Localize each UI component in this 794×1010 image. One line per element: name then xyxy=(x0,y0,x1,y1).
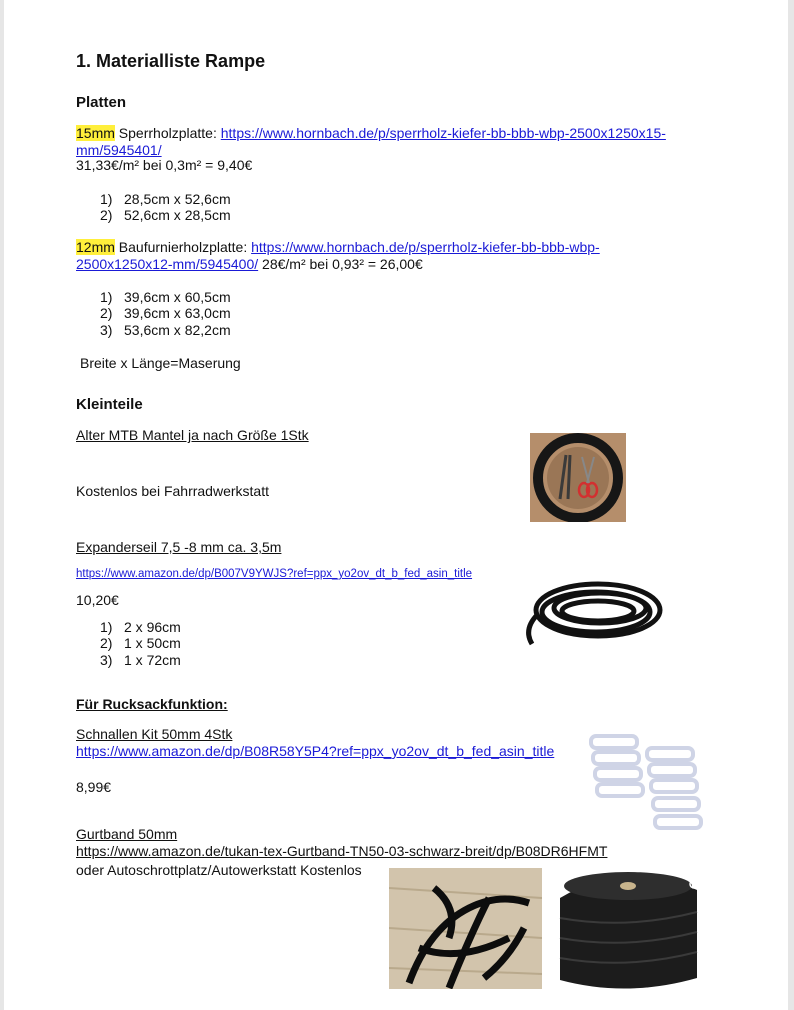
section-heading-kleinteile: Kleinteile xyxy=(76,396,143,413)
page-title: 1. Materialliste Rampe xyxy=(76,51,266,71)
plate-1-thickness: 15mm xyxy=(76,125,115,141)
plate-2-line2 xyxy=(76,256,423,273)
plate-1-cut-list xyxy=(100,191,231,224)
plate-2-label: Baufurnierholzplatte: xyxy=(114,239,252,255)
mantel-title: Alter MTB Mantel ja nach Größe 1Stk xyxy=(76,427,309,443)
gurtband-link[interactable]: https://www.amazon.de/tukan-tex-Gurtband-TN50-03-schwarz-breit/dp/B08DR6HFMT xyxy=(76,843,608,859)
grain-note: Breite x Länge=Maserung xyxy=(80,355,241,371)
list-item: 2) 39,6cm x 63,0cm xyxy=(100,305,231,322)
schnallen-title: Schnallen Kit 50mm 4Stk xyxy=(76,726,233,742)
gurtband-note: oder Autoschrottplatz/Autowerkstatt Kostenlos xyxy=(76,862,362,878)
gurtband-title: Gurtband 50mm xyxy=(76,826,178,842)
expander-price: 10,20€ xyxy=(76,592,119,608)
page-right-edge xyxy=(788,0,794,1010)
webbing-roll-image xyxy=(552,868,703,989)
list-item: 3) 1 x 72cm xyxy=(100,651,181,668)
plate-1-link[interactable]: https://www.hornbach.de/p/sperrholz-kiefer-bb-bbb-wbp-2500x1250x15- xyxy=(220,125,666,141)
section-heading-rucksack: Für Rucksackfunktion: xyxy=(76,696,228,712)
plate-2-link-cont[interactable]: 2500x1250x12-mm/5945400/ xyxy=(76,256,259,272)
bungee-cord-image xyxy=(518,574,668,652)
list-item: 2) 52,6cm x 28,5cm xyxy=(100,207,231,224)
list-item: 1) 28,5cm x 52,6cm xyxy=(100,191,231,207)
plate-2-link[interactable]: https://www.hornbach.de/p/sperrholz-kiefer-bb-bbb-wbp- xyxy=(251,239,600,255)
expander-link[interactable]: https://www.amazon.de/dp/B007V9YWJS?ref=ppx_yo2ov_dt_b_fed_asin_title xyxy=(76,568,473,580)
plate-2-price: 28€/m² bei 0,93² = 26,00€ xyxy=(258,256,423,272)
list-item: 1) 2 x 96cm xyxy=(100,619,181,635)
expander-cut-list xyxy=(100,619,181,668)
expander-link-line xyxy=(76,566,472,583)
section-heading-platten: Platten xyxy=(76,94,127,111)
plate-1-price: 31,33€/m² bei 0,3m² = 9,40€ xyxy=(76,157,253,173)
plate-2-thickness: 12mm xyxy=(76,239,115,255)
schnallen-price: 8,99€ xyxy=(76,779,112,795)
page-left-edge xyxy=(0,0,4,1010)
plate-1-label: Sperrholzplatte: xyxy=(114,125,221,141)
plate-1-link-cont[interactable]: mm/5945401/ xyxy=(76,142,162,158)
bike-tire-image xyxy=(530,433,626,522)
expander-title: Expanderseil 7,5 -8 mm ca. 3,5m xyxy=(76,539,282,555)
schnallen-link[interactable]: https://www.amazon.de/dp/B08R58Y5P4?ref=ppx_yo2ov_dt_b_fed_asin_title xyxy=(76,743,555,759)
plate-2-cut-list xyxy=(100,289,231,338)
plate-1-line1 xyxy=(76,125,666,142)
list-item: 1) 39,6cm x 60,5cm xyxy=(100,289,231,305)
plate-2-line1 xyxy=(76,239,600,256)
list-item: 3) 53,6cm x 82,2cm xyxy=(100,321,231,338)
list-item: 2) 1 x 50cm xyxy=(100,635,181,652)
schnallen-link-line xyxy=(76,743,554,760)
mantel-note: Kostenlos bei Fahrradwerkstatt xyxy=(76,483,269,499)
buckle-kit-image xyxy=(585,730,707,840)
webbing-pile-image xyxy=(389,868,542,989)
